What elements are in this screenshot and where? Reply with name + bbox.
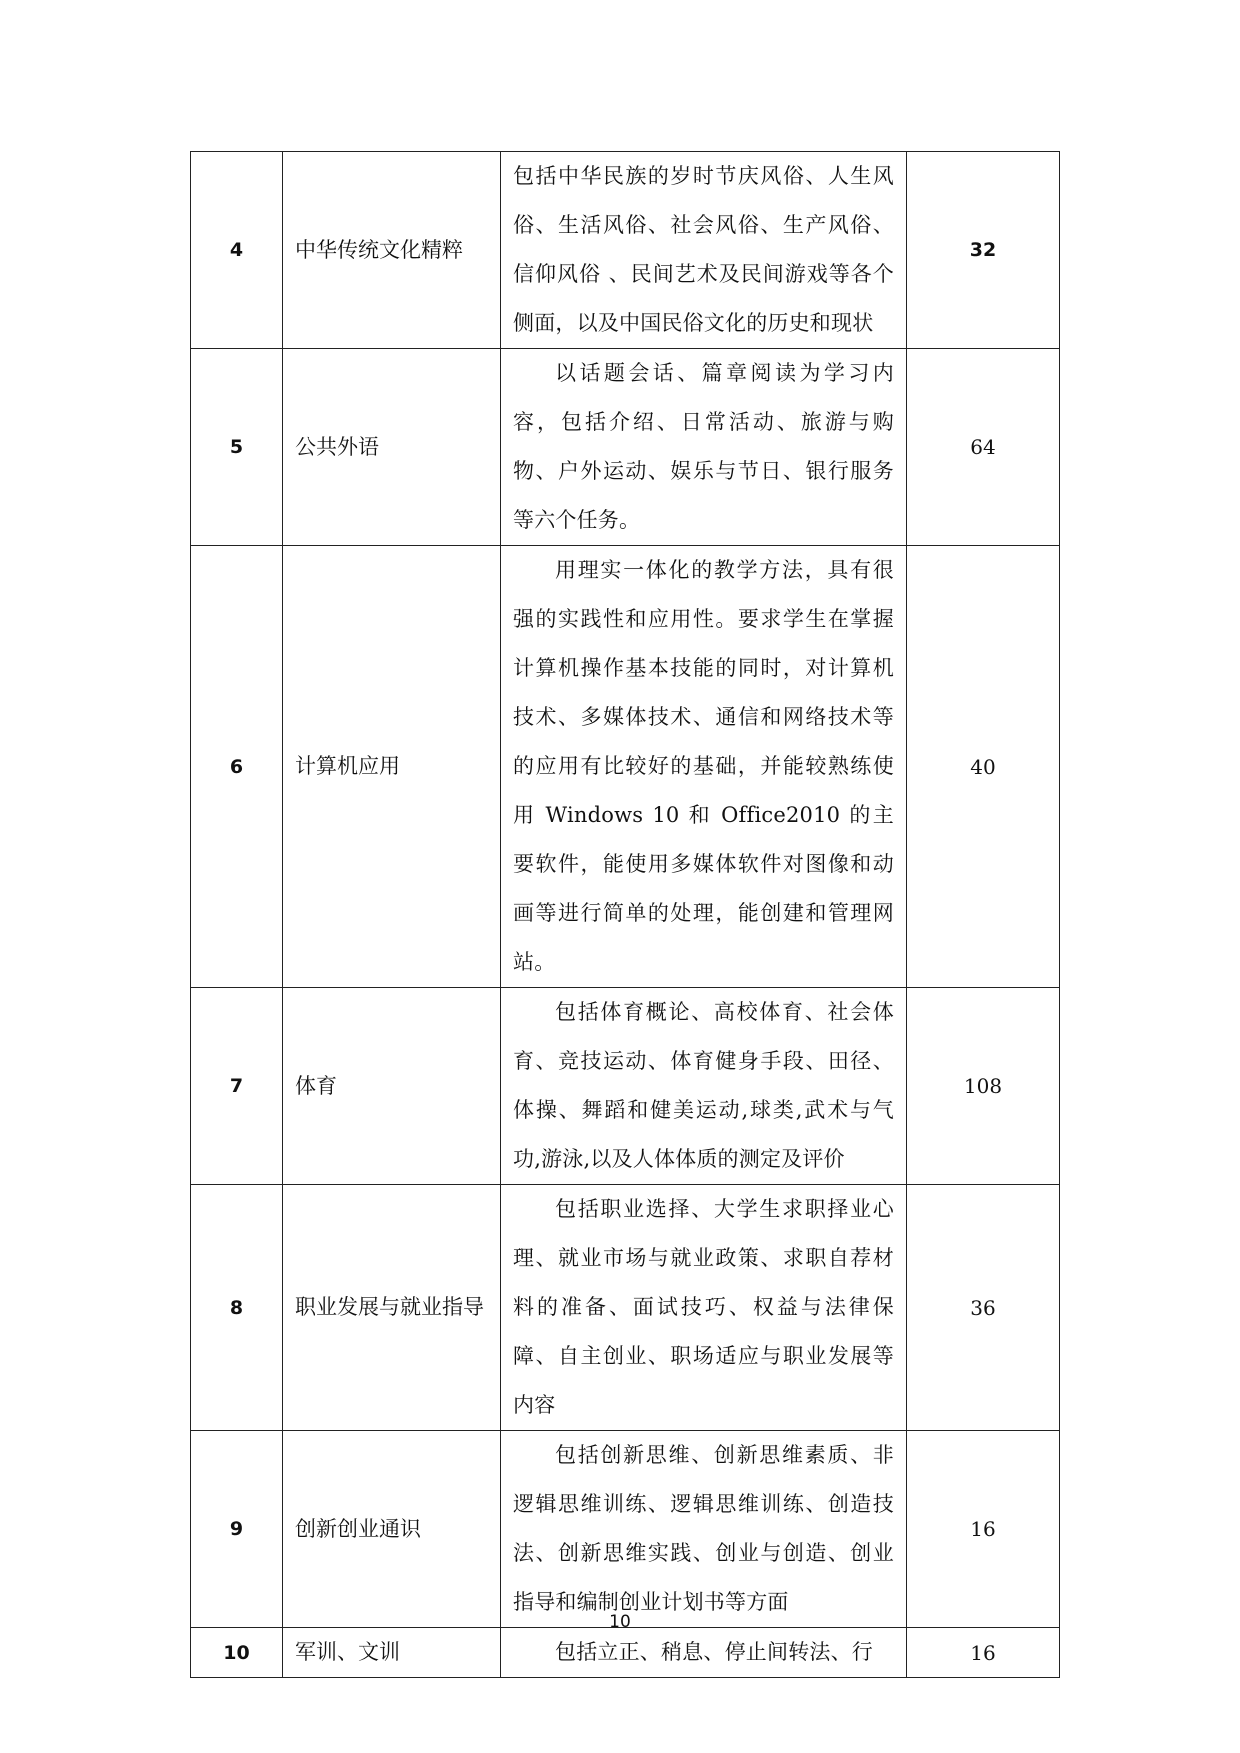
course-hours: 108: [907, 988, 1060, 1185]
course-content-text: 包括中华民族的岁时节庆风俗、人生风俗、生活风俗、社会风俗、生产风俗、信仰风俗 、民间艺术及民间游戏等各个侧面，以及中国民俗文化的历史和现状: [513, 164, 894, 335]
course-content-text: 包括体育概论、高校体育、社会体育、竞技运动、体育健身手段、田径、体操、舞蹈和健美运动,球类,武术与气功,游泳,以及人体体质的测定及评价: [513, 1000, 894, 1171]
table-row: [191, 349, 1060, 546]
page-number: 10: [609, 1612, 631, 1632]
course-content: [501, 546, 907, 988]
course-content: [501, 988, 907, 1185]
course-content: [501, 349, 907, 546]
course-hours: 16: [907, 1431, 1060, 1628]
course-name: 中华传统文化精粹: [283, 152, 501, 349]
row-number: 7: [191, 988, 283, 1185]
course-content: [501, 1185, 907, 1431]
course-content-text: 包括职业选择、大学生求职择业心理、就业市场与就业政策、求职自荐材料的准备、面试技巧、权益与法律保障、自主创业、职场适应与职业发展等内容: [513, 1197, 894, 1417]
course-content-text: 用理实一体化的教学方法，具有很强的实践性和应用性。要求学生在掌握计算机操作基本技能的同时，对计算机技术、多媒体技术、通信和网络技术等的应用有比较好的基础，并能较熟练使用 Windows 10 和 Office2010 的主要软件，能使用多媒体软件对图像和动画等进行简单的处理，能创建和管理网站。: [513, 558, 894, 974]
course-content-text: 包括立正、稍息、停止间转法、行: [555, 1640, 873, 1664]
row-number: 4: [191, 152, 283, 349]
course-name: 军训、文训: [283, 1628, 501, 1678]
course-name: 体育: [283, 988, 501, 1185]
row-number: 6: [191, 546, 283, 988]
row-number: 8: [191, 1185, 283, 1431]
course-content-text: 以话题会话、篇章阅读为学习内容，包括介绍、日常活动、旅游与购物、户外运动、娱乐与节日、银行服务等六个任务。: [513, 361, 894, 532]
course-table: [190, 151, 1060, 1678]
course-content: [501, 1431, 907, 1628]
course-hours: 40: [907, 546, 1060, 988]
course-hours: 64: [907, 349, 1060, 546]
row-number: 10: [191, 1628, 283, 1678]
course-name: 职业发展与就业指导: [283, 1185, 501, 1431]
course-hours: 36: [907, 1185, 1060, 1431]
row-number: 9: [191, 1431, 283, 1628]
course-hours: 32: [907, 152, 1060, 349]
course-name: 创新创业通识: [283, 1431, 501, 1628]
table-row: [191, 1628, 1060, 1678]
course-name: 计算机应用: [283, 546, 501, 988]
table-row: [191, 546, 1060, 988]
row-number: 5: [191, 349, 283, 546]
course-content: [501, 1628, 907, 1678]
table-row: [191, 988, 1060, 1185]
course-content-text: 包括创新思维、创新思维素质、非逻辑思维训练、逻辑思维训练、创造技法、创新思维实践、创业与创造、创业指导和编制创业计划书等方面: [513, 1443, 894, 1614]
table-row: [191, 152, 1060, 349]
table-row: [191, 1431, 1060, 1628]
course-content: [501, 152, 907, 349]
course-hours: 16: [907, 1628, 1060, 1678]
table-row: [191, 1185, 1060, 1431]
course-name: 公共外语: [283, 349, 501, 546]
